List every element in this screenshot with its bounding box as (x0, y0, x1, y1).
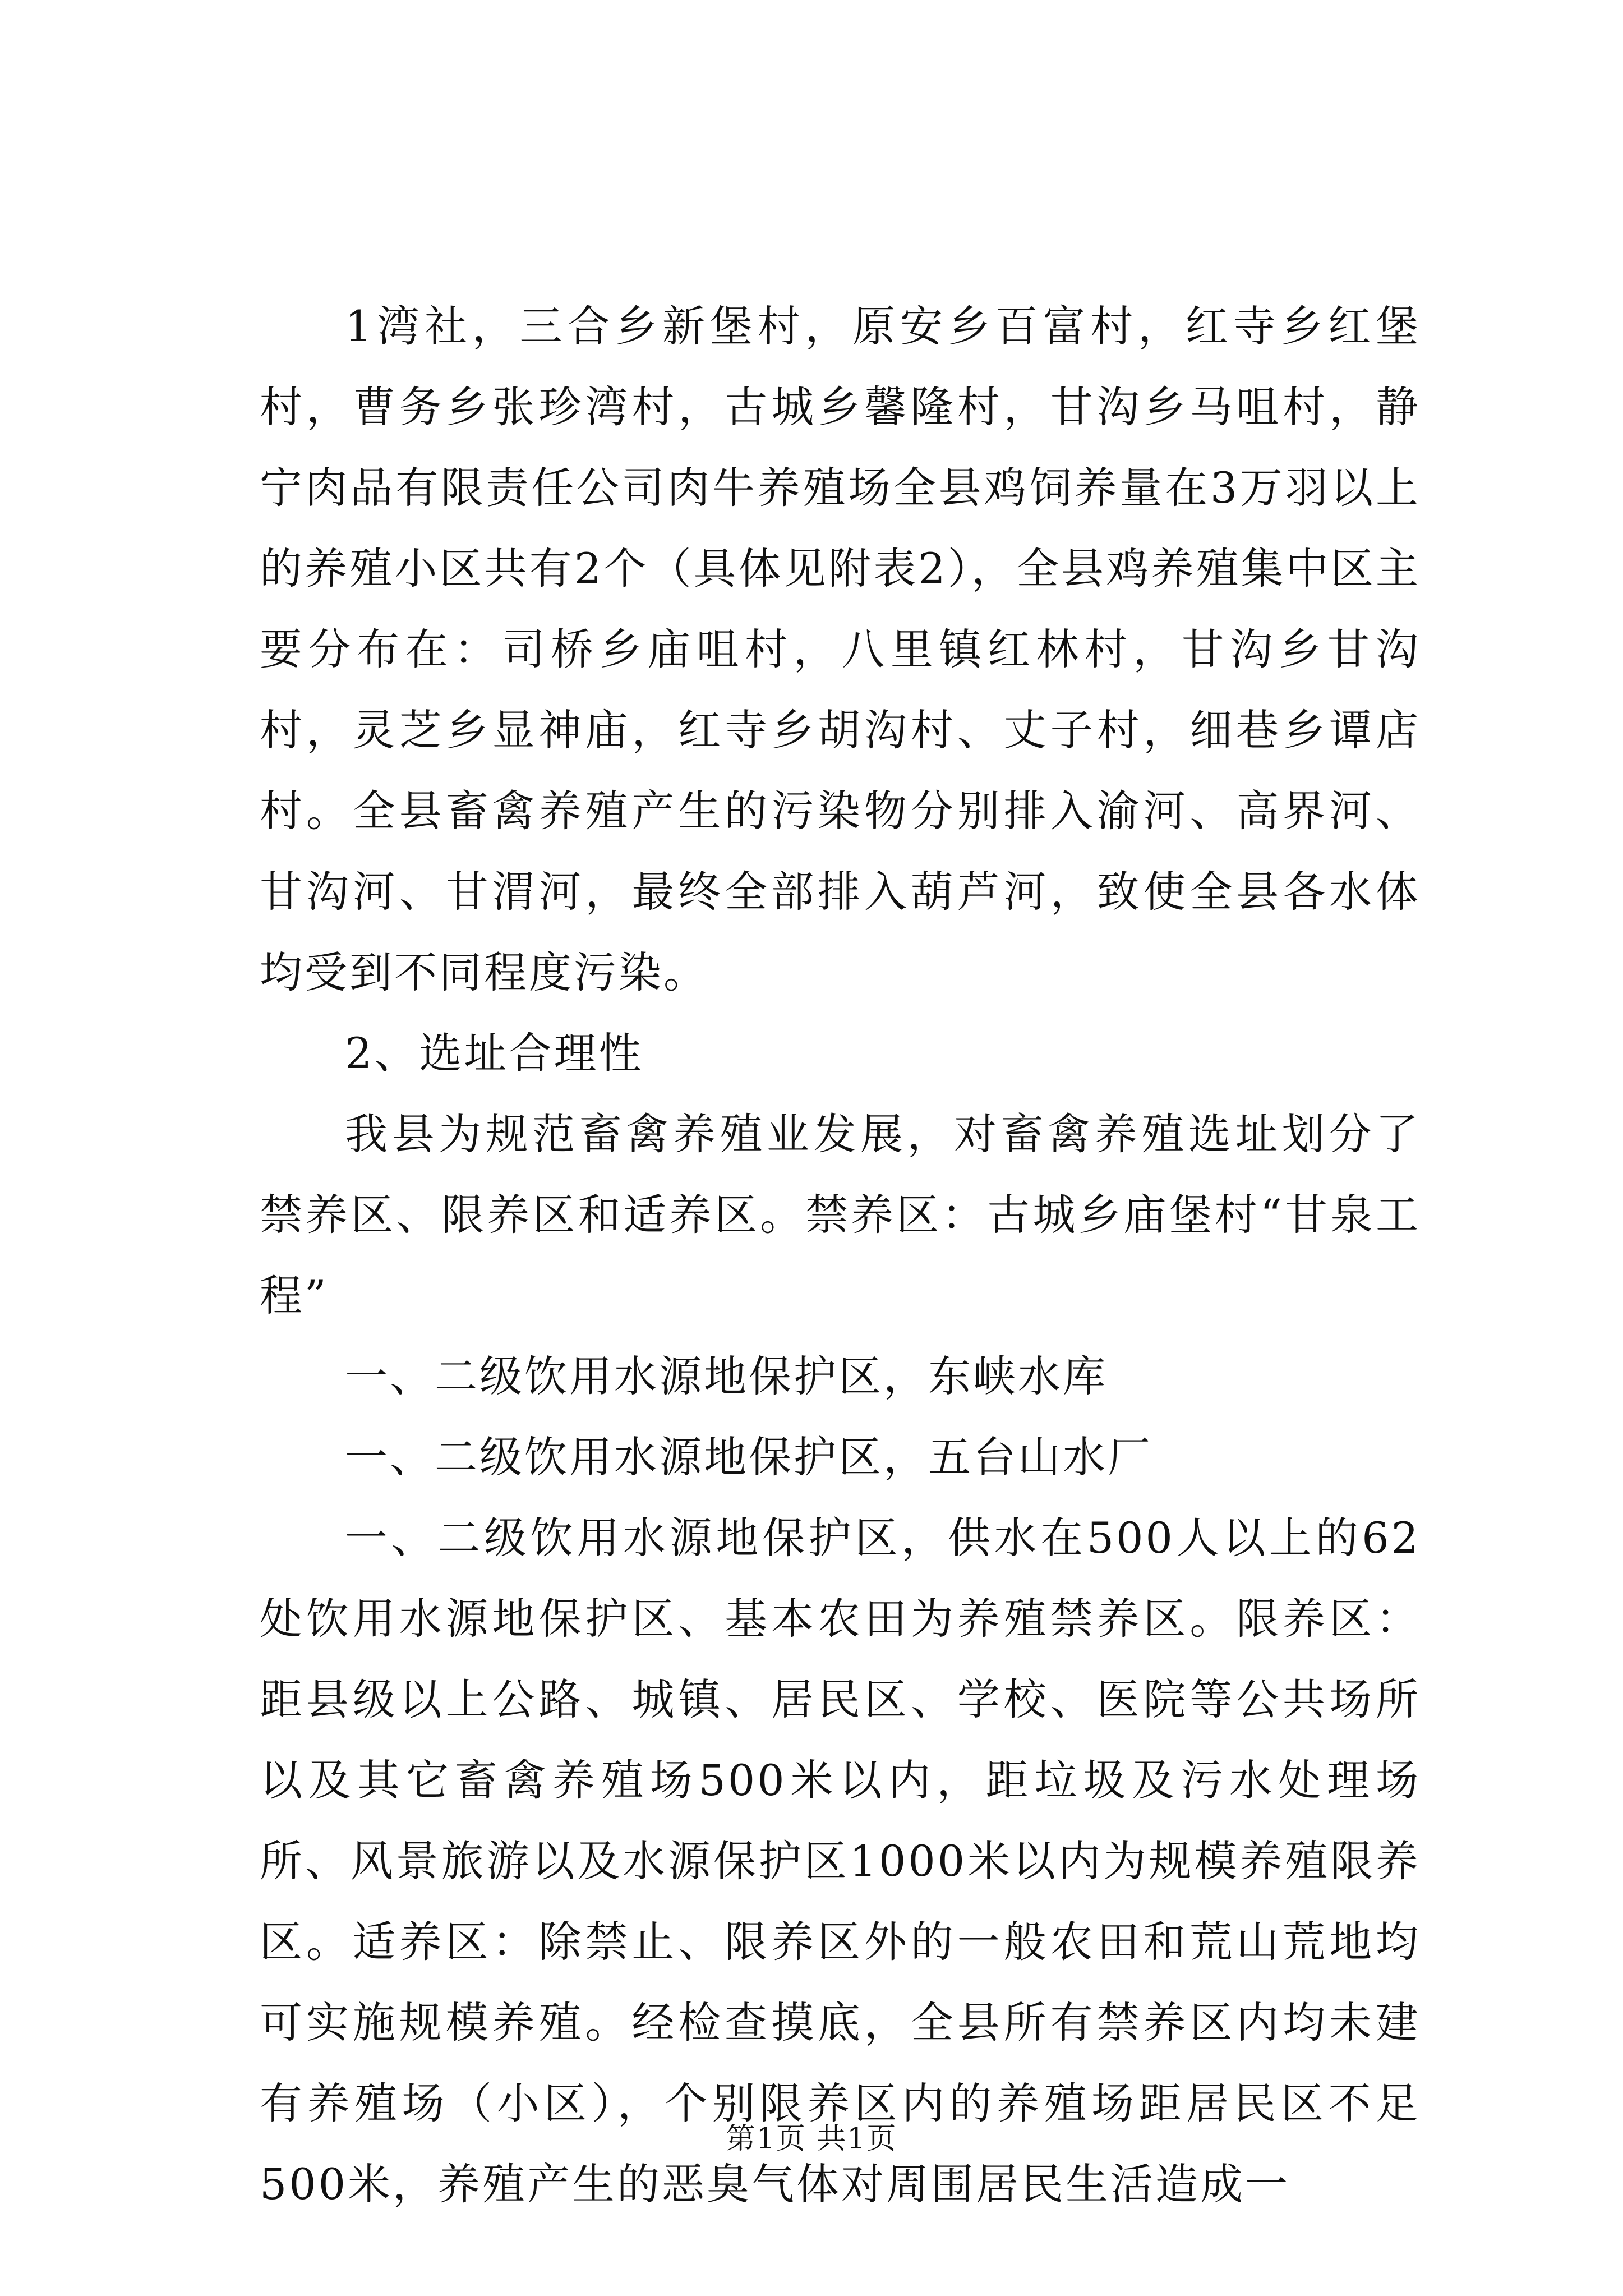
page-footer: 第1页 共1页 (726, 2122, 897, 2156)
section-heading-site-selection: 2、选址合理性 (345, 1028, 644, 1078)
document-body (260, 286, 1421, 2225)
paragraph-livestock-distribution: 1湾社，三合乡新堡村，原安乡百富村，红寺乡红堡村，曹务乡张珍湾村，古城乡馨隆村，甘沟乡马咀村，静宁肉品有限责任公司肉牛养殖场全县鸡饲养量在3万羽以上的养殖小区共有2个（具体见附表2），全县鸡养殖集中区主要分布在：司桥乡庙咀村，八里镇红林村，甘沟乡甘沟村，灵芝乡显神庙，红寺乡胡沟村、丈子村，细巷乡谭店村。全县畜禽养殖产生的污染物分别排入渝河、高界河、甘沟河、甘渭河，最终全部排入葫芦河，致使全县各水体均受到不同程度污染。 (260, 301, 1421, 997)
paragraph-zoning: 我县为规范畜禽养殖业发展，对畜禽养殖选址划分了禁养区、限养区和适养区。禁养区：古城乡庙堡村“甘泉工程” (260, 1109, 1421, 1320)
paragraph-protection-wutaishan: 一、二级饮用水源地保护区，五台山水厂 (345, 1432, 1152, 1482)
paragraph-protection-water-sources: 一、二级饮用水源地保护区，供水在500人以上的62处饮用水源地保护区、基本农田为养殖禁养区。限养区：距县级以上公路、城镇、居民区、学校、医院等公共场所以及其它畜禽养殖场500米以内，距垃圾及污水处理场所、风景旅游以及水源保护区1000米以内为规模养殖限养区。适养区：除禁止、限养区外的一般农田和荒山荒地均可实施规模养殖。经检查摸底，全县所有禁养区内均未建有养殖场（小区），个别限养区内的养殖场距居民区不足500米，养殖产生的恶臭气体对周围居民生活造成一 (260, 1513, 1421, 2209)
paragraph-protection-dongxia: 一、二级饮用水源地保护区，东峡水库 (345, 1351, 1108, 1401)
